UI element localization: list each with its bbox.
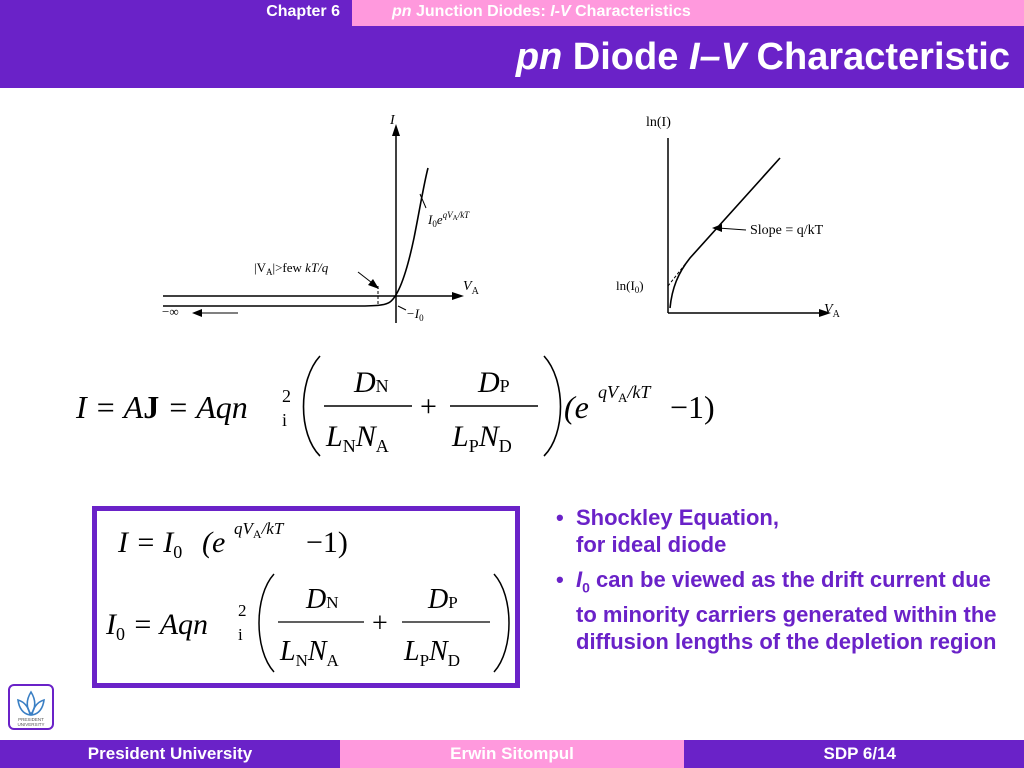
curve-label-base: I [428, 212, 433, 227]
footer-university: President University [0, 740, 340, 768]
condition-label-1: |V [254, 260, 266, 275]
boxed-equations [100, 512, 514, 684]
lotus-icon [10, 686, 52, 728]
main-ND: N [478, 420, 499, 453]
bullet-shockley-line1: Shockley Equation, [576, 505, 779, 530]
linear-leftward-arrow [192, 309, 202, 317]
box-eq1-exp-sup [234, 519, 285, 541]
main-ND-sub: D [498, 436, 512, 456]
main-ni-sub: i [282, 410, 288, 430]
box-DP-main: D [428, 584, 449, 615]
subject-italic-iv: I-V [550, 3, 571, 20]
box-LN: L [280, 636, 296, 667]
bullet-i0-italic: I [576, 567, 583, 592]
box-DP [427, 584, 458, 615]
box-LP: L [404, 636, 420, 667]
header-bar [0, 0, 1024, 26]
box-right-paren [494, 574, 509, 672]
neg-i0-main: −I [406, 306, 420, 321]
box-ND: N [429, 636, 448, 667]
box-ni-sup: 2 [238, 601, 247, 620]
log-extrapolation [668, 258, 690, 286]
bullet-shockley [556, 504, 1016, 558]
main-plus: + [420, 390, 437, 423]
intercept-main: ln(I [616, 278, 635, 293]
log-x-label-sub: A [832, 309, 840, 320]
linear-x-label [463, 279, 480, 297]
main-LP: L [452, 420, 469, 453]
main-LPND [451, 420, 512, 456]
main-exp-sup [598, 382, 652, 405]
university-logo [8, 684, 54, 730]
main-equation [70, 350, 750, 460]
box-eq2-sub: 0 [116, 624, 125, 644]
intercept-tail: ) [639, 278, 644, 293]
linear-iv-curve [163, 168, 428, 306]
neg-infinity-label: −∞ [162, 304, 179, 319]
linear-x-label-main: V [463, 279, 472, 294]
box-eq1-exp-sup-tail: /kT [261, 519, 284, 538]
slope-arrow-line [718, 228, 746, 230]
box-DP-sub: P [448, 593, 458, 612]
main-DP-main: D [478, 366, 500, 399]
bullet-i0-drift [556, 566, 1016, 655]
box-eq1-lhs-text: I = I [118, 526, 174, 559]
main-LN-sub: N [342, 436, 356, 456]
condition-label [254, 260, 329, 277]
neg-i0-arrow-line [398, 306, 406, 310]
bullet-dot: • [556, 567, 564, 592]
chapter-subject [352, 0, 1024, 26]
log-iv-plot [610, 108, 860, 330]
curve-label [427, 210, 470, 229]
log-y-label: ln(I) [646, 115, 671, 130]
title-italic-iv: I–V [688, 36, 746, 78]
box-eq1-sub: 0 [173, 542, 183, 562]
main-LP-sub: P [468, 436, 479, 456]
neg-i0-label [406, 306, 424, 323]
logo-text-2: UNIVERSITY [17, 722, 45, 727]
box-NA-sub: A [326, 651, 339, 670]
footer-bar [0, 740, 1024, 768]
main-exp-open: (e [564, 389, 589, 425]
linear-iv-plot [158, 108, 498, 330]
subject-italic-pn: pn [392, 3, 412, 20]
main-DN-sub: N [375, 376, 389, 396]
main-DP [477, 366, 510, 399]
box-ni-sub: i [238, 625, 243, 644]
box-NA: N [307, 636, 327, 667]
main-exp-sup-text: qV [598, 382, 618, 402]
box-DN [305, 584, 339, 615]
condition-label-italic: kT/q [305, 260, 329, 275]
curve-label-exp: qV [442, 210, 453, 220]
chapter-label: Chapter 6 [0, 0, 352, 26]
box-eq1-lhs [117, 526, 182, 562]
box-DN-main: D [306, 584, 327, 615]
box-eq1-exp-sup-sub: A [252, 527, 262, 541]
slide-title [516, 30, 1010, 84]
log-x-label [824, 302, 841, 320]
bullet-shockley-line2: for ideal diode [576, 532, 727, 557]
box-DN-sub: N [326, 593, 339, 612]
slope-label: Slope = q/kT [750, 223, 824, 238]
box-eq2-lhs-text: I [106, 608, 116, 641]
main-DN-main: D [354, 366, 376, 399]
log-x-label-main: V [824, 302, 833, 317]
main-ni-sup: 2 [282, 386, 291, 406]
main-left-paren [304, 356, 321, 456]
title-text-2: Characteristic [745, 36, 1010, 78]
curve-label-e: e [436, 212, 443, 227]
intercept-sub: 0 [634, 285, 640, 295]
main-LN: L [326, 420, 343, 453]
lotus-petal-right [32, 700, 44, 715]
main-LNNA [325, 420, 389, 456]
box-plus: + [372, 608, 388, 639]
box-eq1-exp-open: (e [202, 526, 226, 559]
main-exp-close: −1) [670, 389, 715, 425]
main-NA-sub: A [375, 436, 389, 456]
main-exp-sup-tail: /kT [627, 382, 651, 402]
box-LN-sub: N [295, 651, 308, 670]
box-LPND [403, 636, 460, 670]
condition-label-2: |>few [272, 260, 306, 275]
box-eq2-lhs [105, 608, 208, 644]
intercept-label [616, 278, 644, 295]
main-DP-sub: P [499, 376, 510, 396]
logo-text-1: PRESIDENT [18, 717, 44, 722]
main-DN [353, 366, 389, 399]
main-eq-lhs [75, 389, 248, 425]
curve-label-exp-sub: A [452, 214, 458, 222]
box-eq1-exp-sup-text: qV [234, 519, 253, 538]
bullet-i0-text: can be viewed as the drift current due to minority carriers generated within the diffusion lengths of the depletion region [576, 567, 997, 655]
footer-page-number: SDP 6/14 [684, 740, 1024, 768]
box-eq1-exp-close: −1) [306, 526, 348, 559]
title-italic-pn: pn [515, 36, 563, 78]
neg-i0-sub: 0 [419, 313, 424, 323]
lotus-petal-left [18, 700, 30, 715]
footer-author: Erwin Sitompul [340, 740, 684, 768]
title-text-1: Diode [562, 36, 689, 78]
subject-text-1: Junction Diodes: [411, 3, 551, 20]
linear-x-label-sub: A [471, 286, 479, 297]
curve-label-exp-tail: /kT [457, 210, 470, 220]
bullet-dot: • [556, 505, 564, 530]
box-LNNA [279, 636, 340, 670]
linear-y-label: I [390, 113, 395, 128]
main-eq-mid: = Aqn [159, 389, 248, 425]
condition-label-sub: A [266, 267, 273, 277]
main-eq-lhs-text: I = A [76, 389, 144, 425]
curve-label-sub: 0 [432, 219, 437, 229]
main-right-paren [544, 356, 561, 456]
main-eq-J: J [143, 389, 160, 425]
main-NA: N [355, 420, 376, 453]
box-LP-sub: P [419, 651, 430, 670]
subject-text-2: Characteristics [570, 3, 691, 20]
box-left-paren [259, 574, 274, 672]
box-ND-sub: D [447, 651, 461, 670]
box-eq2-mid: = Aqn [125, 608, 209, 641]
bullet-list [556, 504, 1016, 663]
bullet-i0-sub: 0 [582, 579, 590, 596]
main-exp-sup-sub: A [618, 390, 628, 405]
